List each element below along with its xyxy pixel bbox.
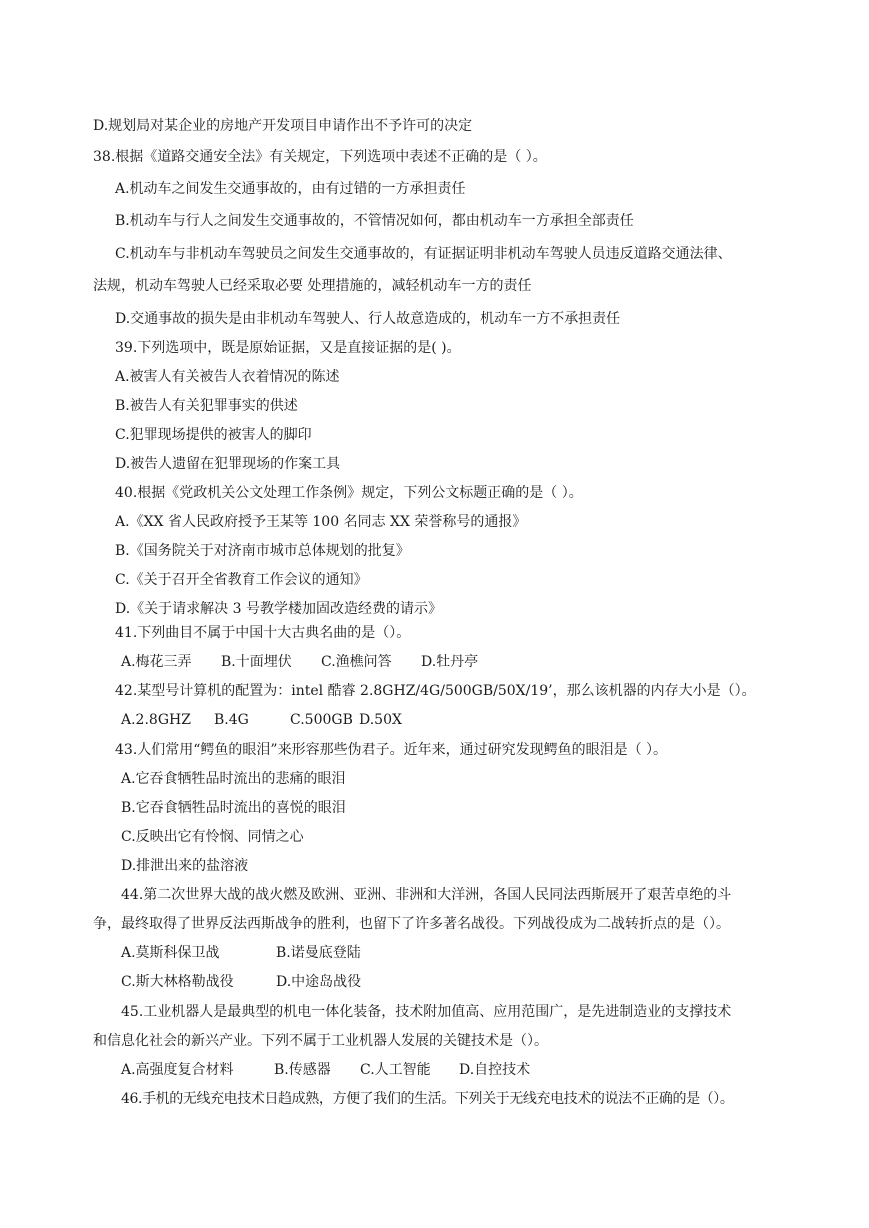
question-39-option-c: C.犯罪现场提供的被害人的脚印 [115,427,312,443]
question-46-stem: 46.手机的无线充电技术日趋成熟，方便了我们的生活。下列关于无线充电技术的说法不正确的是（）。 [121,1091,734,1107]
question-43-option-b: B.它吞食牺牲品时流出的喜悦的眼泪 [121,800,346,816]
question-40-option-b: B.《国务院关于对济南市城市总体规划的批复》 [115,543,410,559]
question-39-option-d: D.被告人遗留在犯罪现场的作案工具 [115,456,341,472]
question-45-stem-line2: 和信息化社会的新兴产业。下列不属于工业机器人发展的关键技术是（）。 [93,1033,548,1049]
question-40-option-d: D.《关于请求解决 3 号教学楼加固改造经费的请示》 [115,601,442,617]
question-44-option-c: C.斯大林格勒战役 [121,974,234,990]
question-45-stem-line1: 45.工业机器人是最典型的机电一体化装备，技术附加值高、应用范围广，是先进制造业的支撑技术 [121,1004,732,1020]
question-45-option-c: C.人工智能 [360,1062,431,1078]
question-41-stem: 41.下列曲目不属于中国十大古典名曲的是（）。 [115,625,411,641]
question-42-option-a: A.2.8GHZ [121,712,191,728]
question-41-options [121,653,478,671]
question-43-option-d: D.排泄出来的盐溶液 [121,858,249,874]
question-38-option-d: D.交通事故的损失是由非机动车驾驶人、行人故意造成的，机动车一方不承担责任 [115,311,621,327]
question-42-option-d: D.50X [359,712,402,728]
question-43-option-c: C.反映出它有怜悯、同情之心 [121,829,304,845]
question-38-option-c-line1: C.机动车与非机动车驾驶员之间发生交通事故的，有证据证明非机动车驾驶人员违反道路交通法律、 [115,246,732,262]
question-40-stem: 40.根据《党政机关公文处理工作条例》规定，下列公文标题正确的是（ ）。 [115,485,583,501]
question-41-option-a: A.梅花三弄 [121,654,192,670]
question-44-option-b: B.诺曼底登陆 [276,945,361,961]
question-45-options [121,1061,530,1079]
question-44-stem-line2: 争，最终取得了世界反法西斯战争的胜利，也留下了许多著名战役。下列战役成为二战转折点的是（）。 [93,916,730,932]
question-42-option-b: B.4G [214,712,249,728]
question-39-stem: 39.下列选项中，既是原始证据，又是直接证据的是( )。 [115,340,461,356]
question-43-stem: 43.人们常用“鳄鱼的眼泪”来形容那些伪君子。近年来，通过研究发现鳄鱼的眼泪是（ ）。 [115,742,668,758]
question-38-option-c-line2: 法规，机动车驾驶人已经采取必要 处理措施的，减轻机动车一方的责任 [93,278,532,294]
question-44-options-row1 [121,944,361,962]
question-44-option-a: A.莫斯科保卫战 [121,945,220,961]
question-40-option-c: C.《关于召开全省教育工作会议的通知》 [115,572,368,588]
question-43-option-a: A.它吞食牺牲品时流出的悲痛的眼泪 [121,771,346,787]
question-42-stem: 42.某型号计算机的配置为：intel 酷睿 2.8GHZ/4G/500GB/50X/19’，那么该机器的内存大小是（）。 [115,683,756,699]
question-41-option-d: D.牡丹亭 [421,654,479,670]
question-40-option-a: A.《XX 省人民政府授予王某等 100 名同志 XX 荣誉称号的通报》 [115,514,527,530]
question-38-option-a: A.机动车之间发生交通事故的，由有过错的一方承担责任 [115,181,466,197]
question-44-stem-line1: 44.第二次世界大战的战火燃及欧洲、亚洲、非洲和大洋洲，各国人民同法西斯展开了艰苦卓绝的斗 [121,887,732,903]
question-39-option-b: B.被告人有关犯罪事实的供述 [115,398,298,414]
question-45-option-d: D.自控技术 [459,1062,531,1078]
question-45-option-a: A.高强度复合材料 [121,1062,234,1078]
question-44-options-row2 [121,973,361,991]
question-38-option-b: B.机动车与行人之间发生交通事故的，不管情况如何，都由机动车一方承担全部责任 [115,213,634,229]
question-41-option-c: C.渔樵问答 [321,654,392,670]
question-38-stem: 38.根据《道路交通安全法》有关规定，下列选项中表述不正确的是（ ）。 [93,149,547,165]
question-42-options [121,711,402,729]
question-44-option-d: D.中途岛战役 [276,974,362,990]
option-d-previous-question: D.规划局对某企业的房地产开发项目申请作出不予许可的决定 [93,118,473,134]
question-41-option-b: B.十面埋伏 [221,654,292,670]
question-45-option-b: B.传感器 [274,1062,331,1078]
question-42-option-c: C.500GB [290,712,353,728]
question-39-option-a: A.被害人有关被告人衣着情况的陈述 [115,369,340,385]
